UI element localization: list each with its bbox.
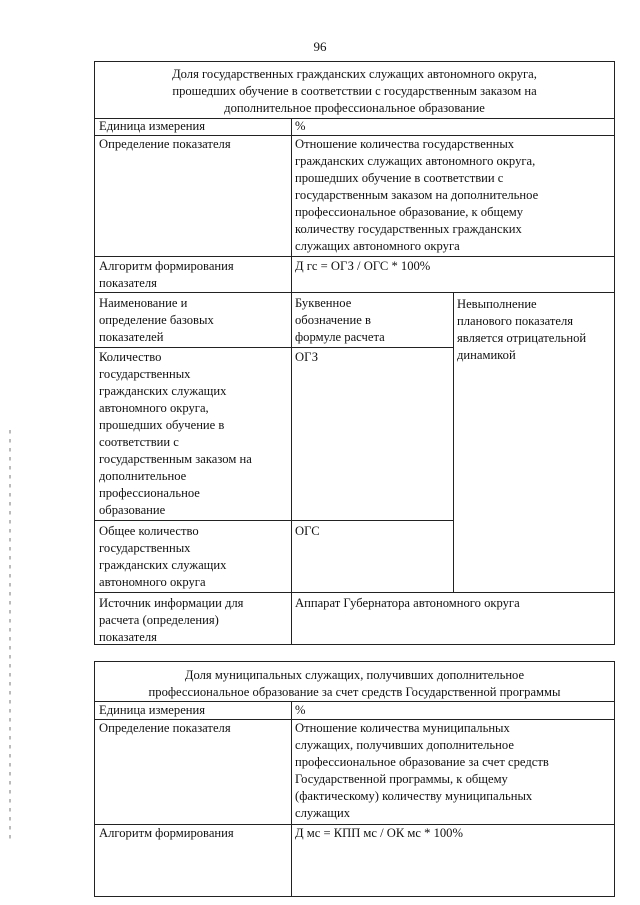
algorithm-label: Алгоритм формирования показателя	[99, 259, 234, 290]
definition-label: Определение показателя	[99, 721, 231, 735]
unit-label: Единица измерения	[99, 119, 206, 133]
table-title: Доля муниципальных служащих, получивших дополнительное профессиональное образование за счет средств Государственной программы	[148, 668, 561, 699]
total-count-code: ОГС	[295, 524, 320, 538]
definition-label: Определение показателя	[99, 137, 231, 151]
data-source-label: Источник информации для расчета (определения) показателя	[99, 596, 244, 644]
algorithm-formula: Д мс = КПП мс / ОК мс * 100%	[295, 826, 463, 840]
dynamics-note: Невыполнение планового показателя является отрицательной динамикой	[457, 297, 587, 362]
unit-label: Единица измерения	[99, 703, 206, 717]
algorithm-label: Алгоритм формирования	[99, 826, 234, 840]
base-indicators-label: Наименование и определение базовых показателей	[99, 296, 214, 344]
indicator-table-civil-servants	[94, 61, 615, 645]
trained-count-code: ОГЗ	[295, 350, 318, 364]
definition-value: Отношение количества государственных гражданских служащих автономного округа, прошедших обучение в соответствии с государственным заказом на дополнительное профессиональное образование, к общему количеству государственных гражданских служащих автономного округа	[295, 137, 539, 253]
trained-count-label: Количество государственных гражданских служащих автономного округа, прошедших обучение в соответствии с государственным заказом на дополнительное профессиональное образование	[99, 350, 252, 517]
definition-value: Отношение количества муниципальных служащих, получивших дополнительное профессиональное образование за счет средств Государственной программы, к общему (фактическому) количеству муниципальных служащих	[295, 721, 549, 820]
data-source-value: Аппарат Губернатора автономного округа	[295, 596, 520, 610]
indicator-table-municipal-servants	[94, 661, 615, 897]
page-number: 96	[313, 39, 327, 54]
letter-designation-label: Буквенное обозначение в формуле расчета	[295, 296, 385, 344]
table-title: Доля государственных гражданских служащих автономного округа, прошедших обучение в соответствии с государственным заказом на дополнительное профессиональное образование	[172, 67, 537, 115]
algorithm-formula: Д гс = ОГЗ / ОГС * 100%	[295, 259, 431, 273]
scan-margin-dots	[9, 430, 11, 840]
unit-value: %	[295, 703, 306, 717]
total-count-label: Общее количество государственных гражданских служащих автономного округа	[99, 524, 227, 589]
unit-value: %	[295, 119, 306, 133]
